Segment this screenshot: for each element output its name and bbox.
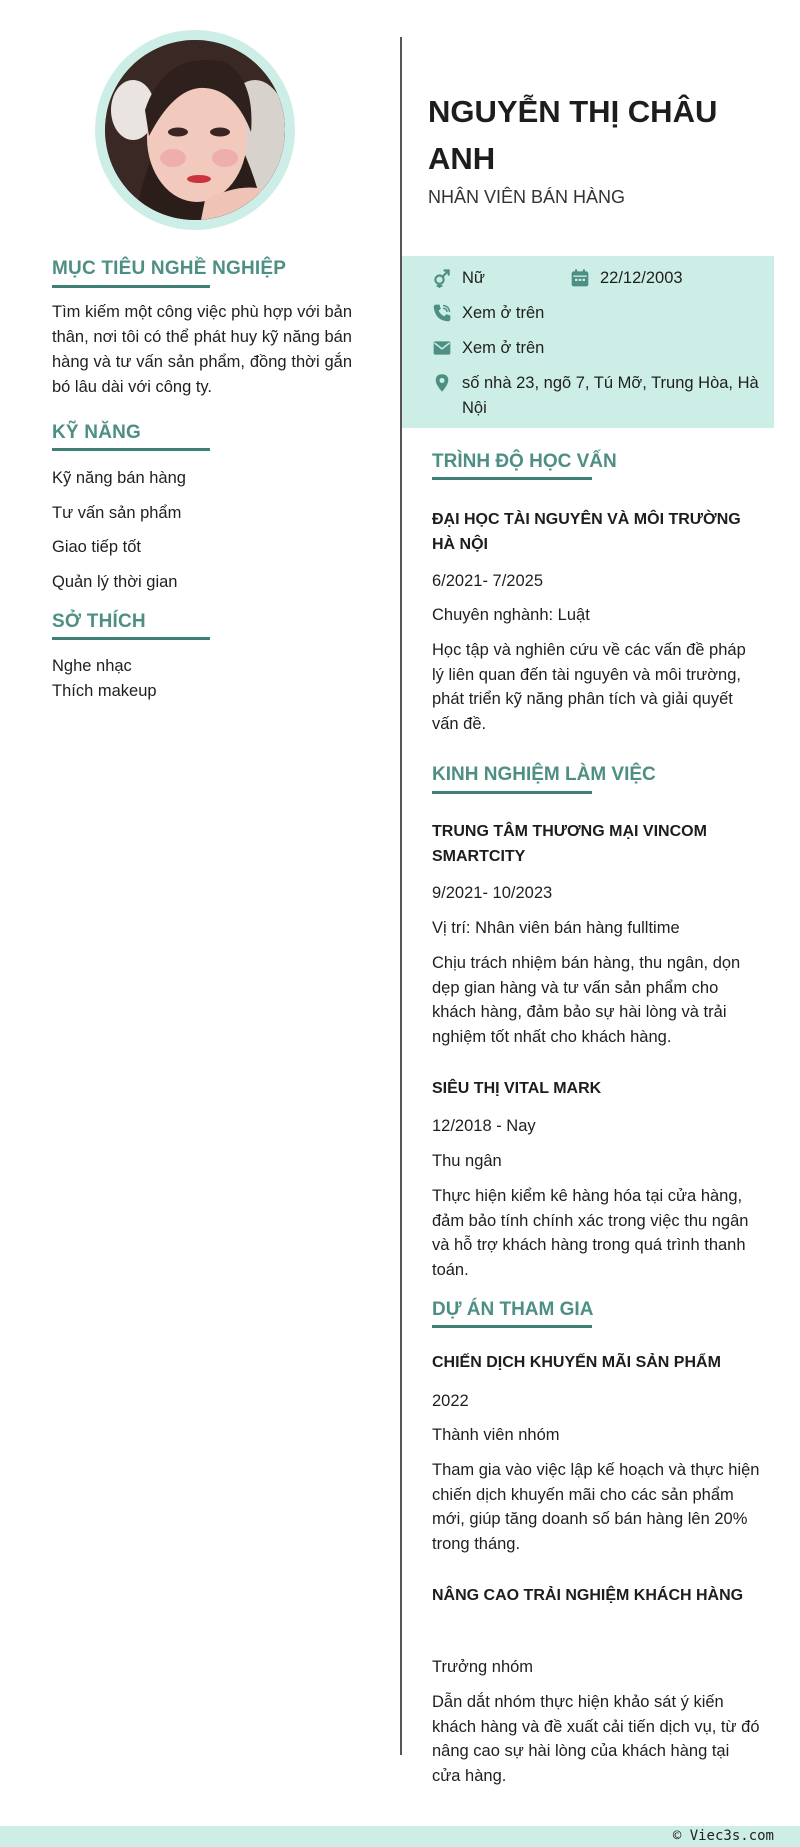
skill-item: Kỹ năng bán hàng — [52, 469, 186, 487]
gender-value: Nữ — [462, 269, 485, 287]
location-icon — [432, 373, 452, 393]
job-company: TRUNG TÂM THƯƠNG MẠI VINCOM SMARTCITY — [432, 823, 707, 865]
education-description: Học tập và nghiên cứu về các vấn đề pháp lý liên quan đến tài nguyên và môi trường, phát triển kỹ năng phân tích và giải quyết vấn đề. — [432, 641, 746, 733]
skill-item: Tư vấn sản phẩm — [52, 503, 182, 522]
objective-text: Tìm kiếm một công việc phù hợp với bản thân, nơi tôi có thể phát huy kỹ năng bán hàng và tư vấn sản phẩm, đồng thời gắn bó lâu dài với công ty. — [52, 303, 352, 396]
hobbies-list — [52, 656, 157, 706]
projects-heading: DỰ ÁN THAM GIA — [432, 1299, 594, 1320]
hobby-item: Thích makeup — [52, 682, 157, 700]
avatar-frame — [95, 30, 295, 230]
project-name: NÂNG CAO TRẢI NGHIỆM KHÁCH HÀNG — [432, 1587, 744, 1604]
project-description: Dẫn dắt nhóm thực hiện khảo sát ý kiến khách hàng và đề xuất cải tiến dịch vụ, từ đó nâng cao sự hài lòng của khách hàng tại cửa hàng. — [432, 1693, 760, 1785]
avatar — [105, 40, 285, 220]
footer-bar — [0, 1826, 800, 1847]
job-role: Vị trí: Nhân viên bán hàng fulltime — [432, 919, 680, 937]
education-underline — [432, 477, 592, 480]
project-year: 2022 — [432, 1392, 469, 1410]
skills-heading: KỸ NĂNG — [52, 422, 142, 443]
candidate-name: NGUYỄN THỊ CHÂU ANH — [428, 94, 718, 176]
address-value: số nhà 23, ngõ 7, Tú Mỡ, Trung Hòa, Hà Nội — [462, 374, 759, 417]
project-name: CHIẾN DỊCH KHUYẾN MÃI SẢN PHẨM — [432, 1354, 721, 1371]
hobbies-heading: SỞ THÍCH — [52, 611, 146, 632]
projects-underline — [432, 1325, 592, 1328]
job-role: Thu ngân — [432, 1152, 502, 1170]
skill-item: Giao tiếp tốt — [52, 538, 141, 556]
experience-underline — [432, 791, 592, 794]
job-description: Chịu trách nhiệm bán hàng, thu ngân, dọn dẹp gian hàng và tư vấn sản phẩm cho khách hàng, đảm bảo sự hài lòng và trải nghiệm tốt nhất cho khách hàng. — [432, 954, 741, 1046]
gender-icon — [432, 268, 452, 288]
project-role: Thành viên nhóm — [432, 1426, 560, 1444]
skills-underline — [52, 448, 210, 451]
birthday-value: 22/12/2003 — [600, 269, 683, 287]
job-title: NHÂN VIÊN BÁN HÀNG — [428, 187, 626, 207]
project-description: Tham gia vào việc lập kế hoạch và thực hiện chiến dịch khuyến mãi cho các sản phẩm mới, giúp tăng doanh số bán hàng lên 20% trong tháng. — [432, 1461, 760, 1553]
education-heading: TRÌNH ĐỘ HỌC VẤN — [432, 451, 617, 472]
job-description: Thực hiện kiểm kê hàng hóa tại cửa hàng, đảm bảo tính chính xác trong việc thu ngân và hỗ trợ khách hàng trong quá trình thanh toán. — [432, 1187, 749, 1279]
education-period: 6/2021- 7/2025 — [432, 572, 544, 590]
education-major: Chuyên nghành: Luật — [432, 606, 590, 624]
hobbies-underline — [52, 637, 210, 640]
calendar-icon — [570, 268, 590, 288]
skills-list — [52, 468, 186, 606]
job-company: SIÊU THỊ VITAL MARK — [432, 1080, 602, 1097]
objective-heading: MỤC TIÊU NGHỀ NGHIỆP — [52, 258, 287, 279]
footer-credit: © Viec3s.com — [672, 1828, 774, 1844]
hobby-item: Nghe nhạc — [52, 657, 132, 675]
avatar-photo — [105, 40, 285, 220]
project-role: Trưởng nhóm — [432, 1658, 534, 1676]
phone-value: Xem ở trên — [462, 304, 545, 322]
job-period: 9/2021- 10/2023 — [432, 884, 553, 902]
email-icon — [432, 338, 452, 358]
contact-panel — [402, 256, 774, 428]
experience-heading: KINH NGHIỆM LÀM VIỆC — [432, 764, 656, 785]
job-period: 12/2018 - Nay — [432, 1117, 536, 1135]
email-value: Xem ở trên — [462, 339, 545, 357]
education-school: ĐẠI HỌC TÀI NGUYÊN VÀ MÔI TRƯỜNG HÀ NỘI — [432, 511, 741, 553]
left-column — [0, 0, 400, 1800]
skill-item: Quản lý thời gian — [52, 572, 178, 591]
objective-underline — [52, 285, 210, 288]
phone-icon — [432, 303, 452, 323]
right-column — [402, 0, 774, 1800]
